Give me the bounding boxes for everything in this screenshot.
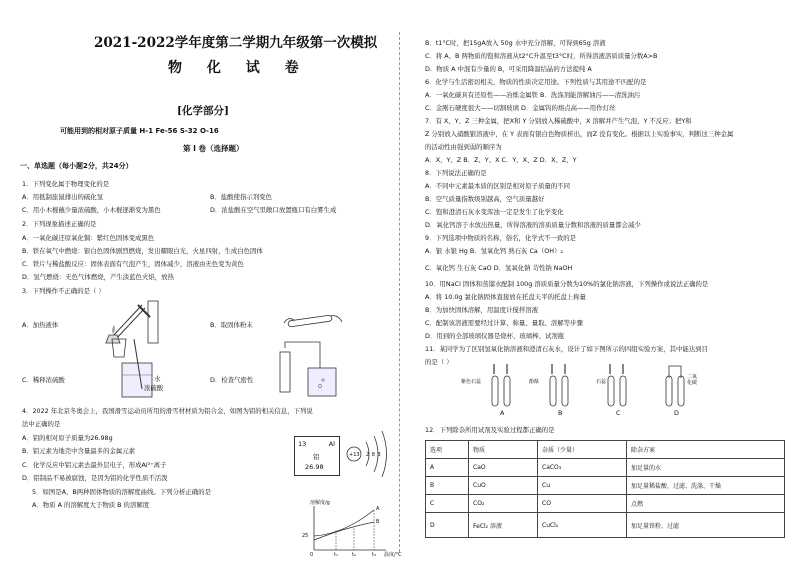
table-cell: A (426, 459, 469, 477)
atomic-masses: 可能用到的相对原子质量 H-1 Fe-56 S-32 O-16 (60, 127, 219, 135)
q4-option-a: A．铝的相对原子质量为26.98g (22, 434, 113, 442)
q8-option-b: B．空气质量指数级别越高，空气质量越好 (425, 195, 545, 203)
q5-stem: 5．如图是A、B两种固体物质的溶解度曲线。下列分析正确的是 (32, 488, 211, 496)
al-atomic-number: 13 (298, 440, 307, 448)
graph-x-tick-3: t₃ (372, 552, 376, 558)
q8-option-c: C．饱和澄清石灰水变浑浊一定是发生了化学变化 (425, 208, 564, 216)
table-cell: 加足量的水 (627, 459, 785, 477)
curve-b-line (314, 522, 374, 540)
table-cell: CuCl₂ (538, 513, 627, 538)
q11-stem-1: 11．某同学为了区别氢氧化钠溶液和澄清石灰水，设计了如下图所示的四组实验方案，其中能达到目 (425, 345, 708, 353)
q8-stem: 8．下列说法正确的是 (425, 169, 487, 177)
q11-setup-c (608, 364, 626, 406)
table-cell: B (426, 477, 469, 495)
table-cell: CO (538, 495, 627, 513)
q4-option-d: D．铝制品不易被腐蚀，是因为铝的化学性质不活泼 (22, 474, 168, 482)
q10-stem: 10．用NaCl 固体和蒸馏水配制 100g 溶质质量分数为10%的氯化钠溶液，下列操作或说法正确的是 (425, 280, 709, 288)
table-header-cell: 选项 (426, 441, 469, 459)
table-cell: CuO (469, 477, 538, 495)
curve-b-label: B (376, 519, 380, 525)
table-row (426, 495, 785, 513)
q6-stem: 6．化学与生活密切相关，物质的性质决定用途。下列性质与其用途不匹配的是 (425, 78, 647, 86)
q2-stem: 2．下列现象描述正确的是 (22, 220, 97, 228)
q1-option-c: C．用小木棍蘸少量浓硫酸，小木棍逐渐变为黑色 (22, 206, 161, 214)
q6-options-cd: C．金刚石硬度很大——切割玻璃 D．金属钨的熔点高——用作灯丝 (425, 104, 616, 112)
table-cell: CaO (469, 459, 538, 477)
al-electron-shells: 2 8 3 (366, 452, 381, 458)
q11-setup-d (666, 366, 684, 406)
table-row (426, 459, 785, 477)
q11-experiment-figure (480, 362, 710, 412)
airtight-check-figure (276, 338, 342, 400)
section-heading: 一、单选题（每小题2分，共24分） (20, 162, 133, 170)
al-nucleus-charge: +13 (349, 452, 360, 458)
q11-setup-b (550, 364, 568, 406)
curve-a-label: A (376, 506, 380, 512)
q7-stem-3: 的活动性由强到弱的顺序为 (425, 143, 502, 151)
q1-option-b: B．盐酸使指示剂变色 (210, 193, 272, 201)
q3-option-c: C．稀释浓硫酸 (22, 376, 65, 384)
exam-subtitle: 物 化 试 卷 (168, 60, 309, 76)
curve-a-line (314, 510, 374, 536)
q3-stem: 3．下列操作不正确的是（ ） (22, 287, 105, 295)
al-mass: 26.98 (305, 463, 324, 471)
q2-option-b: B．铁在氧气中燃烧：银白色固体剧烈燃烧，发出耀眼白光，火星四射，生成白色固体 (22, 247, 263, 255)
table-cell: 加足量稀盐酸、过滤、洗涤、干燥 (627, 477, 785, 495)
table-cell: D (426, 513, 469, 538)
q4-stem-1: 4．2022 年北京冬奥会上，我国滑雪运动员所用的滑雪材材质为铝合金，如图为铝的相关信息，下列说 (22, 407, 313, 415)
table-cell: Cu (538, 477, 627, 495)
al-symbol: Al (328, 440, 335, 448)
graph-x-tick-1: t₁ (334, 552, 338, 558)
q8-option-d: D．氧化钙溶于水放出热量，所得溶液的溶质质量分数和溶液的质量都会减少 (425, 221, 641, 229)
q9-options-cd: C．氧化钙 生石灰 CaO D．氢氧化钠 苛性钠 NaOH (425, 264, 573, 272)
q11-label-b: 酚酞 (529, 379, 540, 385)
part-heading: [化学部分] (177, 105, 229, 117)
q12-stem: 12．下列除杂所用试剂及实验过程都正确的是 (425, 426, 555, 434)
q1-stem: 1．下列变化属于物理变化的是 (22, 180, 110, 188)
q11-letter-d: D (674, 409, 679, 417)
q3-acid-label: 浓硫酸 (144, 384, 164, 392)
q9-options-ab: A．银 水银 Hg B．氢氧化钙 熟石灰 Ca（OH）₂ (425, 247, 564, 255)
graph-x-tick-2: t₂ (352, 552, 356, 558)
column-divider (399, 32, 400, 552)
q10-option-b: B．为加快固体溶解，用温度计搅拌溶液 (425, 306, 539, 314)
solid-powder-figure (282, 310, 344, 332)
table-row (426, 513, 785, 538)
q11-setup-a (492, 364, 510, 406)
q2-option-a: A．一氧化碳还原氧化铜：紫红色固体变成黑色 (22, 234, 155, 242)
q4-stem-2: 法中正确的是 (22, 420, 61, 428)
q10-option-a: A．将 10.0g 氯化钠固体直接放在托盘天平的托盘上称量 (425, 293, 586, 301)
table-header-cell: 杂质（少量） (538, 441, 627, 459)
q11-letter-b: B (558, 409, 563, 417)
q6-options-ab: A．一氧化碳具有还原性——冶炼金属铁 B．洗涤剂能溶解油污——清洗油污 (425, 91, 641, 99)
q1-option-a: A．用抵制旅鼠排出的硫化氢 (22, 193, 104, 201)
q2-option-d: D．氢气燃烧：无色气体燃烧，产生淡蓝色火焰，放热 (22, 273, 174, 281)
graph-y-label: 溶解度/g (310, 500, 330, 506)
q7-stem-2: Z 分别放入硝酸银溶液中，在 Y 表面有银白色物质析出，而Z 没有变化。根据以上实验事实，判断这三种金属 (425, 130, 734, 138)
q11-label-a: 紫色石蕊 (461, 379, 482, 385)
q11-letter-c: C (616, 409, 621, 417)
q11-stem-2: 的是（ ） (425, 358, 453, 366)
table-header-cell: 除杂方案 (627, 441, 785, 459)
table-cell: 加足量铁粉、过滤 (627, 513, 785, 538)
q7-stem-1: 7．有 X、Y、Z 三种金属，把X和 Y 分别放入稀硫酸中，X 溶解并产生气泡，Y 不反应；把Y和 (425, 117, 692, 125)
q10-option-d: D．用到的全部玻璃仪器是烧杯、玻璃棒、试剂瓶 (425, 332, 565, 340)
q12-table (425, 440, 785, 538)
q9-stem: 9．下列选项中物质的名称，俗名，化学式不一致的是 (425, 234, 577, 242)
table-row (426, 477, 785, 495)
graph-x-tick-0: 0 (310, 552, 314, 558)
q4-option-c: C．化学反应中铝元素去最外层电子，形成Al³⁺离子 (22, 461, 167, 469)
q7-options: A．X、Y、Z B．Z、Y、X C．Y、X、Z D．X、Z、Y (425, 156, 577, 164)
graph-y-tick: 25 (302, 533, 309, 539)
exam-title: 2021-2022学年度第二学期九年级第一次模拟 (94, 35, 378, 51)
table-cell: FeCl₂ 溶液 (469, 513, 538, 538)
q1-option-d: D．浓盐酸在空气里敞口放置瓶口有白雾生成 (210, 206, 337, 214)
graph-x-label: 温度/°C (384, 552, 402, 558)
table-header-cell: 物质 (469, 441, 538, 459)
q11-label-d: 二氧化碳 (687, 374, 698, 386)
q10-option-c: C．配制该溶液需要经过计算、称量、量取、溶解等步骤 (425, 319, 583, 327)
q5-option-c: C．将 A、B 两物质的饱和溶液从t2°C升温至t3°C时，所得溶液溶质质量分数A>B (425, 52, 658, 60)
q3-option-d: D．检查气密性 (210, 376, 254, 384)
table-cell: CaCO₃ (538, 459, 627, 477)
q11-letter-a: A (500, 409, 505, 417)
q3-water-label: 水 (154, 375, 161, 383)
volume-heading: 第 I 卷（选择题） (183, 144, 244, 153)
table-header-row (426, 441, 785, 459)
table-cell: CO₂ (469, 495, 538, 513)
table-cell: C (426, 495, 469, 513)
q5-option-b: B．t1°C时，把15gA放入 50g 水中充分溶解，可得到65g 溶液 (425, 39, 606, 47)
q4-option-b: B．铝元素为地壳中含量最多的金属元素 (22, 447, 136, 455)
aluminum-element-card (294, 436, 340, 476)
al-name: 铝 (313, 453, 320, 461)
q8-option-a: A．不同中元素最本质的区别是相对原子质量的不同 (425, 182, 570, 190)
q11-label-c: 石蕊 (596, 379, 607, 385)
q5-option-a: A．物质 A 的溶解度大于物质 B 的溶解度 (32, 501, 150, 509)
q3-option-a: A．加热液体 (22, 321, 59, 329)
q5-option-d: D．物质 A 中混有少量的 B，可采用降温结晶的方法提纯 A (425, 65, 592, 73)
table-cell: 点燃 (627, 495, 785, 513)
q2-option-c: C．铁片与稀盐酸反应：固体表面有气泡产生，固体减少，溶液由无色变为黄色 (22, 260, 244, 268)
q3-option-b: B．取固体粉末 (210, 321, 253, 329)
